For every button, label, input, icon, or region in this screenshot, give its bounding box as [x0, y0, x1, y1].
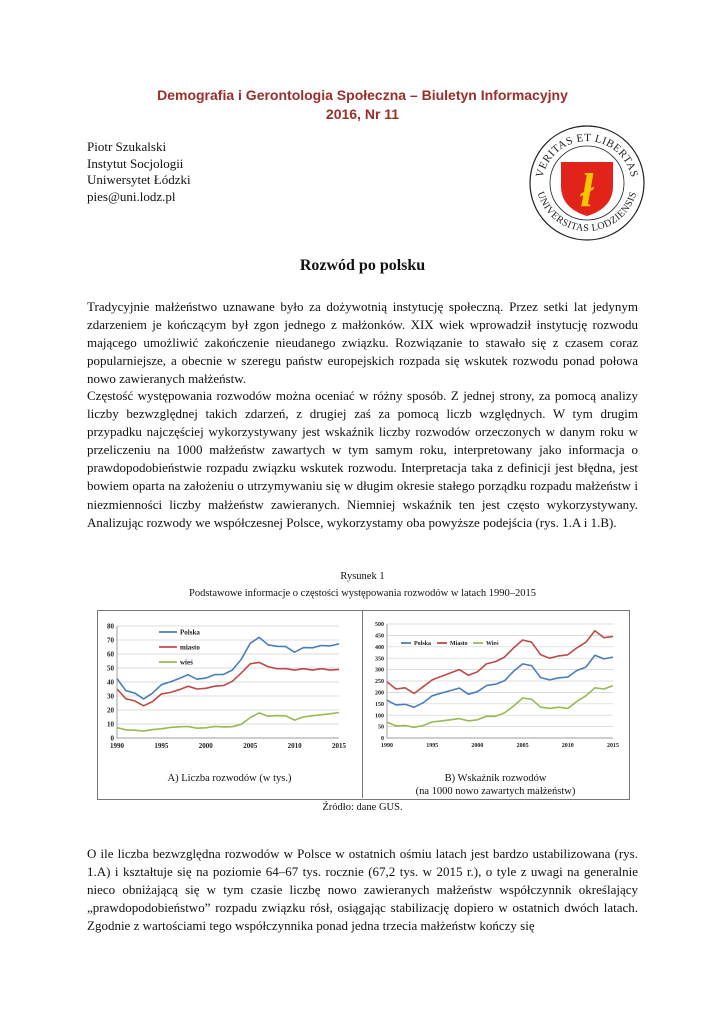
y-tick-label: 20: [107, 706, 114, 715]
x-tick-label: 2010: [287, 742, 302, 750]
x-tick-label: 2015: [607, 743, 619, 749]
y-tick-label: 400: [375, 644, 384, 651]
article-title: Rozwód po polsku: [299, 257, 426, 274]
series-line-miasto: [117, 662, 339, 705]
chart-a-caption: A) Liczba rozwodów (w tys.): [167, 773, 292, 784]
journal-title: Demografia i Gerontologia Społeczna – Biuletyn Informacyjny: [157, 87, 568, 103]
author-email[interactable]: pies@uni.lodz.pl: [87, 188, 176, 204]
x-tick-label: 1990: [381, 743, 393, 749]
author-name: Piotr Szukalski: [87, 139, 167, 154]
series-line-wieś: [387, 686, 613, 728]
y-tick-label: 40: [107, 678, 114, 687]
legend-label: Polska: [414, 641, 432, 648]
x-tick-label: 2000: [198, 742, 213, 750]
y-tick-label: 500: [375, 622, 384, 629]
chart-b-caption-line2: (na 1000 nowo zawartych małżeństw): [415, 786, 576, 797]
chart-divorce-rate: [365, 612, 626, 758]
x-tick-label: 1995: [154, 742, 169, 750]
y-tick-label: 250: [375, 679, 384, 686]
figure-source: Źródło: dane GUS.: [322, 802, 403, 813]
seal-motto-top: VERITAS ET LIBERTAS: [533, 131, 641, 179]
university-seal-logo: [528, 124, 646, 242]
series-line-wieś: [117, 713, 339, 732]
y-tick-label: 10: [107, 720, 114, 729]
y-tick-label: 50: [107, 664, 114, 673]
author-institute: Instytut Socjologii: [87, 155, 184, 171]
legend-label: wieś: [180, 658, 193, 667]
paragraph-analysis: O ile liczba bezwzględna rozwodów w Polsce w ostatnich ośmiu latach jest bardzo ustabilizowana (rys. 1.A) i kształtuje się na poziomie 64–67 tys. rocznie (67,2 tys. w 2015 r.), o tyle z uwagi na generalnie nieco obniżającą się w tym czasie liczbę nowo zawieranych małżeństw współczynnik określający „prawdopodobieństwo” rozpadu związku rósł, osiągając stabilizację dopiero w ostatnich dwóch latach. Zgodnie z wartościami tego współczynnika ponad jedna trzecia małżeństw kończy się: [87, 846, 638, 934]
seal-motto-bottom: UNIVERSITAS LODZIENSIS: [534, 190, 640, 235]
paragraph-intro: Tradycyjnie małżeństwo uznawane było za dożywotnią instytucję społeczną. Przez setki lat jedynym zdarzeniem je kończącym był zgon jednego z małżonków. XIX wiek wprowadził instytucję rozwodu mającego umożliwić zakończenie nieudanego związku. Rozwiązanie to stawało się z czasem coraz popularniejsze, a obecnie w szeregu państw europejskich rozpada się wskutek rozwodu ponad połowa nowo zawieranych małżeństw.: [87, 299, 638, 387]
x-tick-label: 2000: [471, 743, 484, 749]
y-tick-label: 300: [375, 667, 384, 674]
x-tick-label: 1990: [110, 742, 124, 750]
y-tick-label: 30: [107, 692, 114, 701]
y-tick-label: 70: [107, 636, 114, 645]
x-tick-label: 2015: [332, 742, 346, 750]
y-tick-label: 60: [107, 650, 114, 659]
y-tick-label: 50: [378, 724, 384, 731]
seal-letter: ł: [580, 164, 594, 217]
journal-header: [0, 86, 725, 124]
figure-caption: Podstawowe informacje o częstości występowania rozwodów w latach 1990–2015: [189, 588, 536, 599]
legend-label: Polska: [180, 628, 200, 637]
figure-number: Rysunek 1: [340, 571, 385, 582]
chart-b-caption: [363, 772, 628, 798]
figure-divider: [362, 610, 363, 798]
author-university: Uniwersytet Łódzki: [87, 172, 191, 187]
y-tick-label: 150: [375, 701, 384, 708]
journal-issue: 2016, Nr 11: [325, 106, 400, 122]
legend-label: Miasto: [450, 641, 468, 648]
chart-divorces-count: [99, 612, 360, 758]
x-tick-label: 2010: [561, 743, 574, 749]
author-block: [87, 139, 191, 205]
y-tick-label: 350: [375, 656, 384, 663]
x-tick-label: 2005: [516, 743, 529, 749]
x-tick-label: 1995: [426, 743, 439, 749]
x-tick-label: 2005: [243, 742, 258, 750]
paragraph-methods: Częstość występowania rozwodów można oceniać w różny sposób. Z jednej strony, za pomocą analizy liczby bezwzględnej takich zdarzeń, z drugiej zaś za pomocą liczb względnych. W tym drugim przypadku najczęściej wykorzystywany jest wskaźnik liczby rozwodów orzeczonych w danym roku w przeliczeniu na 1000 małżeństw zawartych w tym samym roku, interpretowany jako informacja o prawdopodobieństwie rozpadu związku wskutek rozwodu. Interpretacja taka z definicji jest błędna, jest bowiem oparta na założeniu o utrzymywaniu się w długim okresie stałego porządku rozpadu małżeństw i niezmienności liczby małżeństw zawieranych. Niemniej wskaźnik ten jest często wykorzystywany. Analizując rozwody we współczesnej Polsce, wykorzystamy oba powyższe podejścia (rys. 1.A i 1.B).: [87, 388, 638, 530]
chart-b-caption-line1: B) Wskaźnik rozwodów: [444, 773, 547, 784]
y-tick-label: 0: [381, 736, 384, 743]
y-tick-label: 100: [375, 713, 384, 720]
y-tick-label: 200: [375, 690, 384, 697]
y-tick-label: 80: [107, 622, 114, 631]
y-tick-label: 450: [375, 633, 384, 640]
legend-label: Wieś: [486, 641, 499, 648]
legend-label: miasto: [180, 643, 200, 652]
y-tick-label: 0: [110, 734, 114, 743]
